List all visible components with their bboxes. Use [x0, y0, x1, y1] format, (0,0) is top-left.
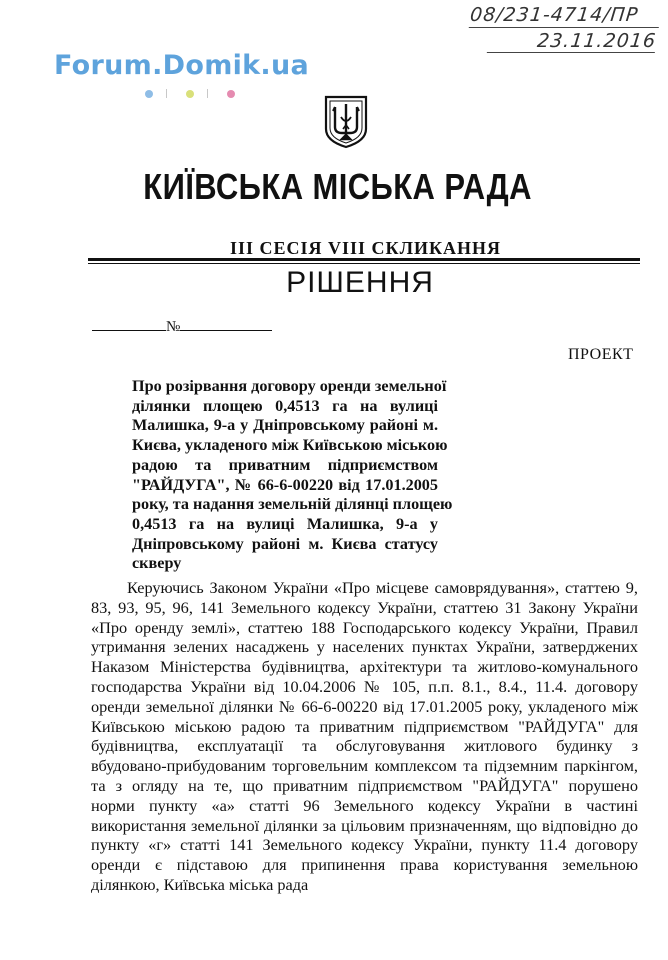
subject-line: 0,4513 га на вулиці Малишка, 9-а у — [132, 514, 438, 533]
registration-stamp-number: 08/231-4714/ПР — [469, 4, 662, 28]
date-blank — [92, 316, 166, 331]
watermark-dot-blue — [145, 90, 153, 98]
subject-line: радою та приватним підприємством — [132, 455, 438, 474]
subject-line: Про розірвання договору оренди земельної — [132, 377, 447, 395]
body-line: оренди земельної ділянки № 66-6-00220 від 17.01.2005 року, укладеного між — [91, 696, 638, 716]
subject-line: року, та надання земельній ділянці площею — [132, 495, 453, 514]
body-line: ділянкою, Київська міська рада — [91, 874, 309, 894]
number-blank — [180, 316, 272, 331]
subject-line: ділянки площею 0,4513 га на вулиці — [132, 396, 438, 415]
decision-subject — [132, 377, 453, 574]
body-line: норми пункту «а» статті 96 Земельного кодексу України в частині — [91, 795, 638, 815]
body-line: господарства України від 10.04.2006 № 105, п.п. 8.1., 8.4., 11.4. договору — [91, 676, 638, 696]
header-divider-thin — [88, 263, 640, 264]
subject-line: Києва, укладеного між Київською міською — [132, 436, 448, 455]
body-line: Керуючись Законом України «Про місцеве самоврядування», статтею 9, — [127, 578, 638, 597]
subject-line: скверу — [132, 554, 182, 573]
body-line: «Про оренду землі», статтею 188 Господарського кодексу України, Правил — [91, 617, 638, 637]
body-line: будівництва, експлуатації та обслуговування житлового будинку з — [91, 736, 638, 756]
preamble-paragraph — [91, 578, 638, 895]
subject-line: Малишка, 9-а у Дніпровському районі м. — [132, 416, 438, 435]
body-line: утримання зелених насаджень у населених пунктах України, затверджених — [91, 637, 638, 657]
body-line: Наказом Міністерства будівництва, архітектури та житлово-комунального — [91, 657, 638, 677]
council-title: КИЇВСЬКА МІСЬКА РАДА — [143, 166, 532, 207]
body-line: 83, 93, 95, 96, 141 Земельного кодексу України, статтею 31 Закону України — [91, 597, 638, 617]
registration-stamp-date: 23.11.2016 — [487, 30, 657, 53]
trident-coat-of-arms-icon — [322, 95, 370, 149]
watermark-dot-pink — [227, 90, 235, 98]
body-line: використання земельної ділянки за цільовим призначенням, що відповідно до — [91, 815, 638, 835]
body-line: вбудовано-прибудованим торговельним комплексом та підземним паркінгом, — [91, 756, 638, 776]
body-line: Київською міською радою та приватним підприємством "РАЙДУГА" для — [91, 716, 638, 736]
header-divider — [88, 258, 640, 261]
watermark-separator — [166, 89, 167, 98]
body-line: пункту «г» статті 141 Земельного кодексу України, пункту 11.4 договору — [91, 835, 638, 855]
session-line: ІІІ СЕСІЯ VIII СКЛИКАННЯ — [230, 238, 502, 258]
body-line: оренди є підставою для припинення права користування земельною — [91, 855, 638, 875]
document-type-title: РІШЕННЯ — [286, 266, 434, 299]
body-line: та з огляду на те, що приватним підприємством "РАЙДУГА" порушено — [91, 775, 638, 795]
watermark-dot-yellow — [186, 90, 194, 98]
watermark-separator — [207, 89, 208, 98]
draft-label: ПРОЕКТ — [568, 346, 634, 363]
subject-line: "РАЙДУГА", № 66-6-00220 від 17.01.2005 — [132, 475, 438, 494]
date-number-line — [92, 316, 272, 336]
subject-line: Дніпровському районі м. Києва статусу — [132, 534, 438, 553]
watermark: Forum.Domik.ua — [54, 50, 310, 81]
number-sign: № — [166, 319, 181, 335]
